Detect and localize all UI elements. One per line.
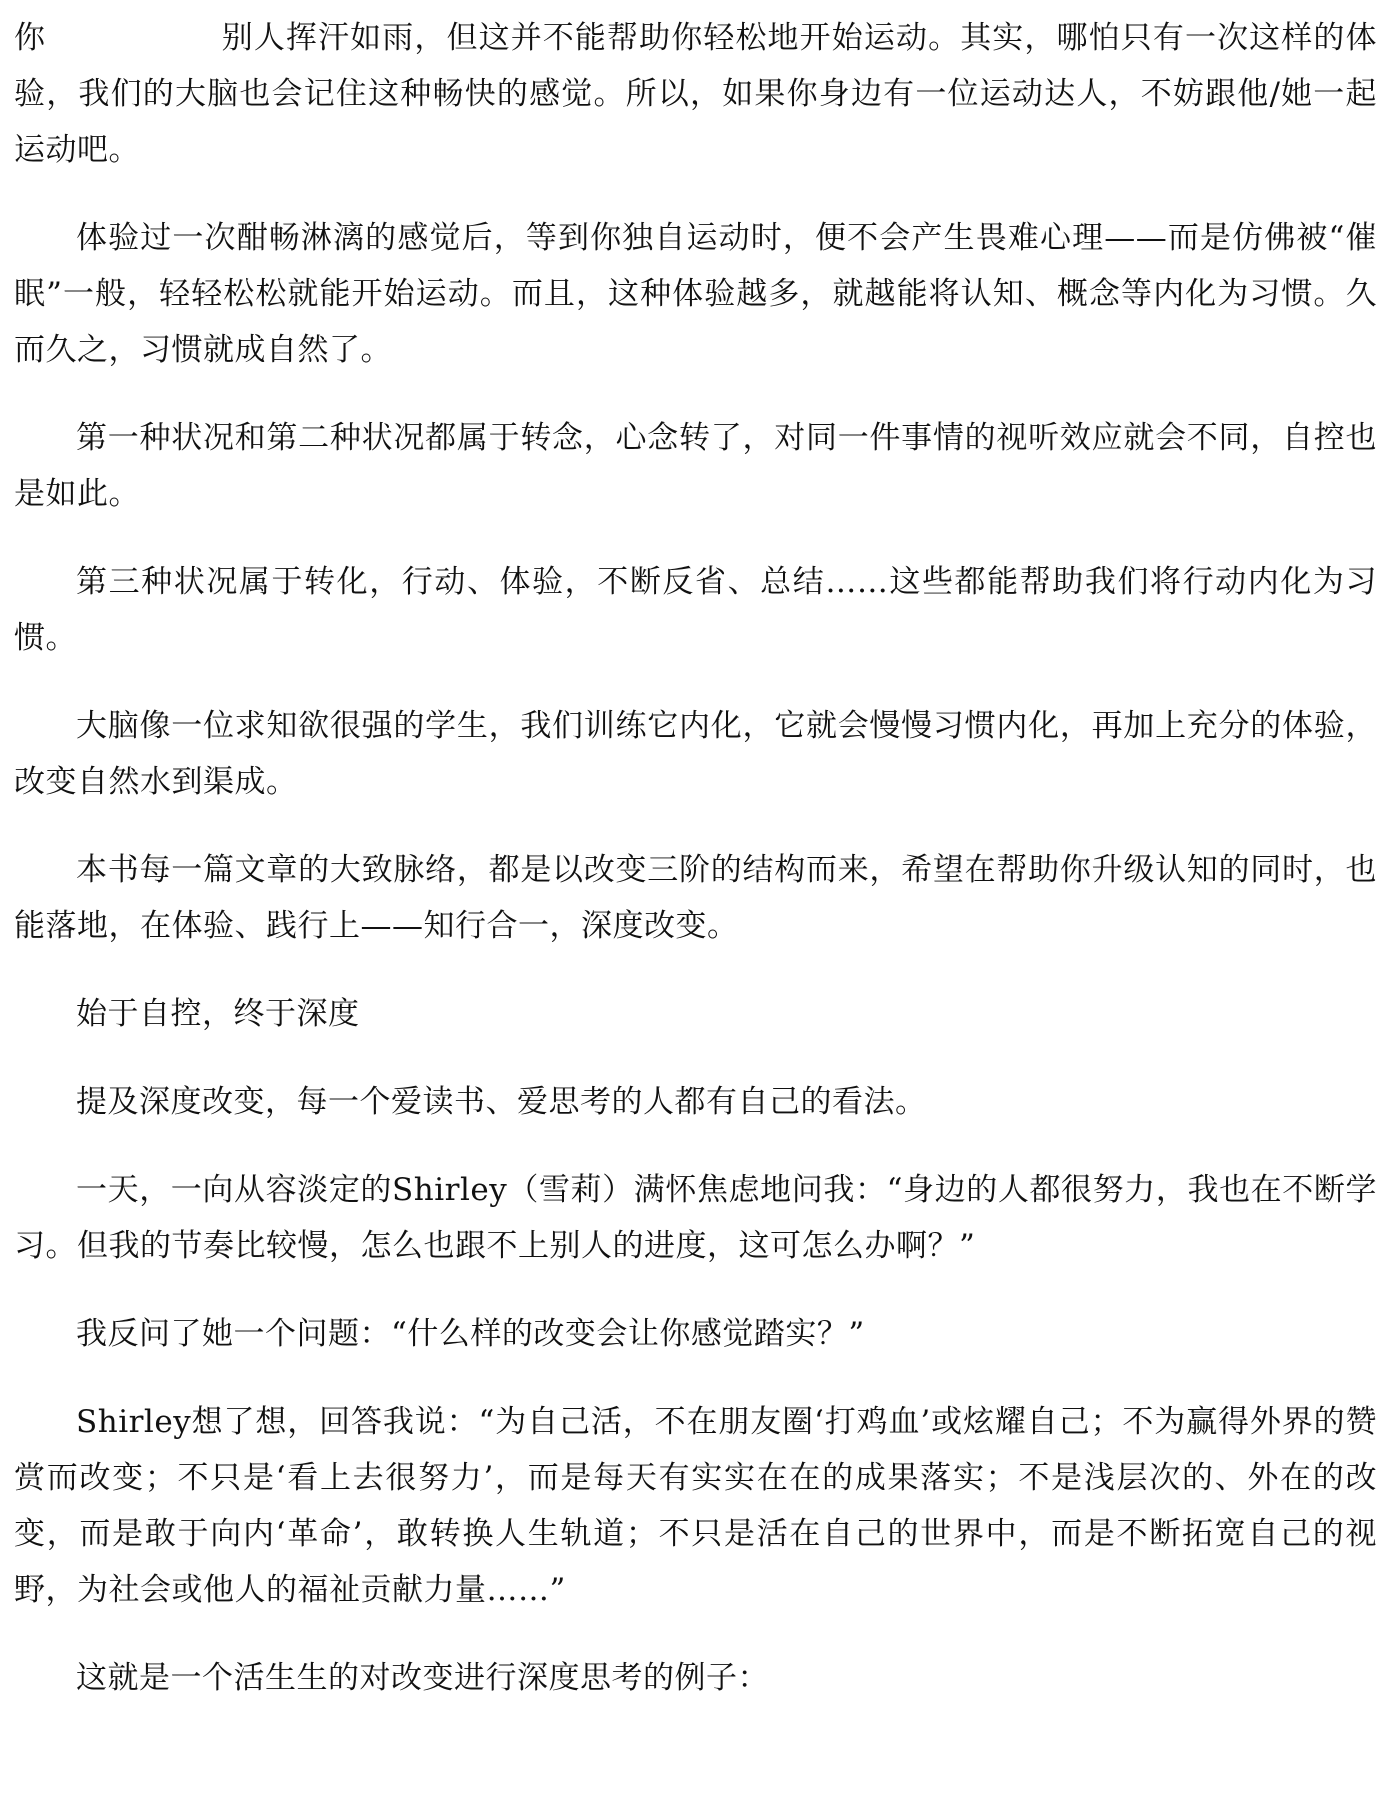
paragraph-12: 这就是一个活生生的对改变进行深度思考的例子： [76,1660,769,1696]
paragraph-1-lead: 你 [14,20,47,56]
paragraph-1-rest: 别人挥汗如雨，但这并不能帮助你轻松地开始运动。其实，哪怕只有一次这样的体验，我们的大脑也会记住这种畅快的感觉。所以，如果你身边有一位运动达人，不妨跟他/她一起运动吧。 [14,20,1377,168]
paragraph-2: 体验过一次酣畅淋漓的感觉后，等到你独自运动时，便不会产生畏难心理——而是仿佛被“催眠”一般，轻轻松松就能开始运动。而且，这种体验越多，就越能将认知、概念等内化为习惯。久而久之，习惯就成自然了。 [14,220,1377,368]
document-page [14,10,1377,1738]
paragraph-5: 大脑像一位求知欲很强的学生，我们训练它内化，它就会慢慢习惯内化，再加上充分的体验，改变自然水到渠成。 [14,708,1377,800]
paragraph-11: Shirley想了想，回答我说：“为自己活，不在朋友圈‘打鸡血’或炫耀自己；不为赢得外界的赞赏而改变；不只是‘看上去很努力’，而是每天有实实在在的成果落实；不是浅层次的、外在的改变，而是敢于向内‘革命’，敢转换人生轨道；不只是活在自己的世界中，而是不断拓宽自己的视野，为社会或他人的福祉贡献力量……” [14,1404,1377,1608]
paragraph-3: 第一种状况和第二种状况都属于转念，心念转了，对同一件事情的视听效应就会不同，自控也是如此。 [14,420,1377,512]
paragraph-10: 我反问了她一个问题：“什么样的改变会让你感觉踏实？” [76,1316,865,1352]
paragraph-8: 提及深度改变，每一个爱读书、爱思考的人都有自己的看法。 [76,1084,927,1120]
paragraph-6: 本书每一篇文章的大致脉络，都是以改变三阶的结构而来，希望在帮助你升级认知的同时，也能落地，在体验、践行上——知行合一，深度改变。 [14,852,1377,944]
paragraph-1 [14,10,1377,178]
paragraph-9: 一天，一向从容淡定的Shirley（雪莉）满怀焦虑地问我：“身边的人都很努力，我也在不断学习。但我的节奏比较慢，怎么也跟不上别人的进度，这可怎么办啊？” [14,1172,1377,1264]
paragraph-4: 第三种状况属于转化，行动、体验，不断反省、总结……这些都能帮助我们将行动内化为习惯。 [14,564,1377,656]
section-heading: 始于自控，终于深度 [76,996,360,1032]
